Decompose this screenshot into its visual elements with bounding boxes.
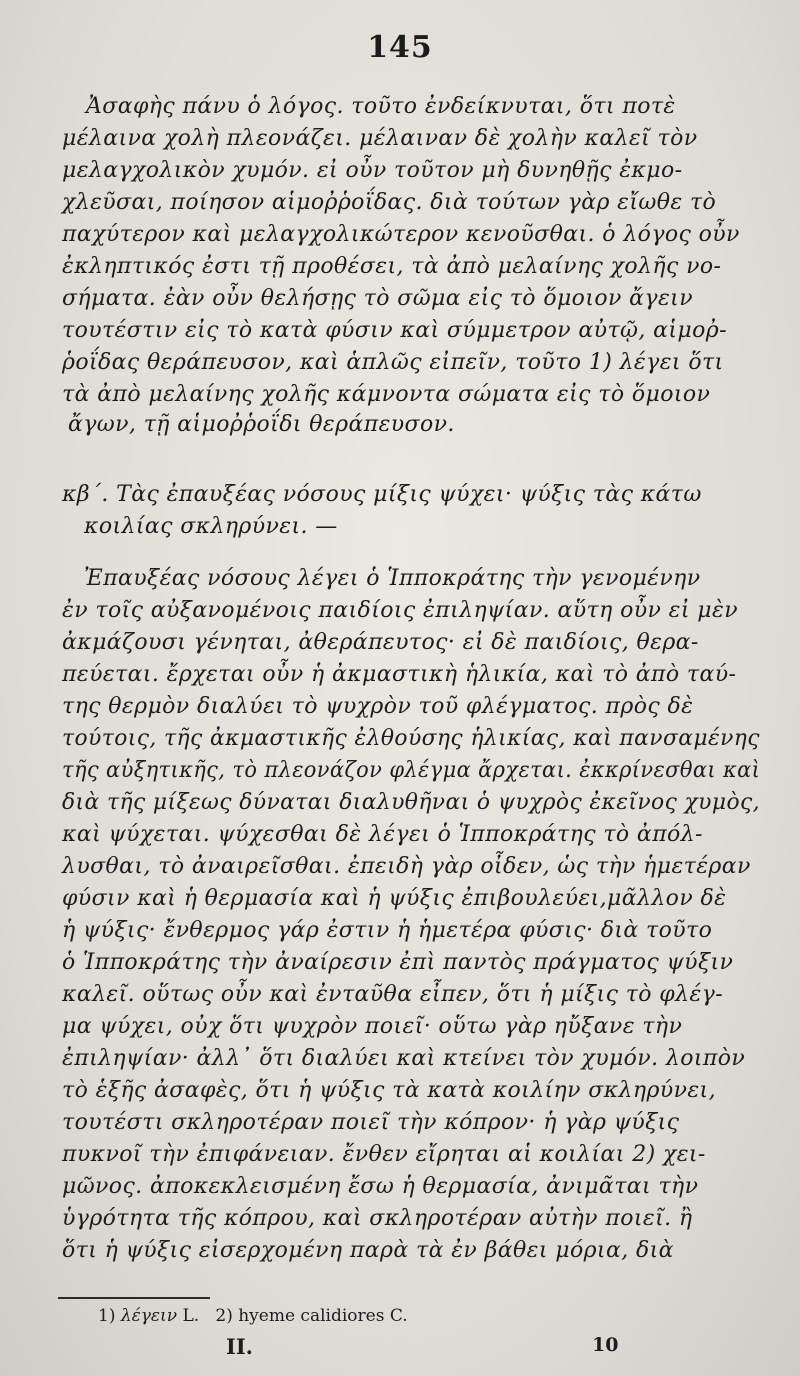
text-line: ῥοΐδας θεράπευσον, καὶ ἁπλῶς εἰπεῖν, τοῦτο 1) λέγει ὅτι	[62, 350, 724, 375]
text-line: πεύεται. ἔρχεται οὖν ἡ ἀκμαστικὴ ἡλικία, καὶ τὸ ἀπὸ ταύ-	[62, 662, 737, 687]
text-line: μα ψύχει, οὐχ ὅτι ψυχρὸν ποιεῖ· οὕτω γὰρ ηὔξανε τὴν	[62, 1014, 683, 1039]
text-line: τῆς αὐξητικῆς, τὸ πλεονάζον φλέγμα ἄρχεται. ἐκκρίνεσθαι καὶ	[62, 758, 761, 783]
text-line: Ἐπαυξέας νόσους λέγει ὁ Ἱπποκράτης τὴν γενομένην	[84, 566, 701, 591]
footnote-2-text: hyeme calidiores	[238, 1306, 385, 1326]
text-line: της θερμὸν διαλύει τὸ ψυχρὸν τοῦ φλέγματος. πρὸς δὲ	[62, 694, 694, 719]
sheet-number: 10	[592, 1334, 619, 1356]
text-line: τὸ ἑξῆς ἀσαφὲς, ὅτι ἡ ψύξις τὰ κατὰ κοιλίην σκληρύνει,	[62, 1078, 716, 1103]
footnote-1-marker: 1)	[98, 1306, 116, 1326]
text-line: ἐν τοῖς αὐξανομένοις παιδίοις ἐπιληψίαν. αὕτη οὖν εἰ μὲν	[62, 598, 738, 623]
text-line: ἐκληπτικός ἐστι τῇ προθέσει, τὰ ἀπὸ μελαίνης χολῆς νο-	[62, 254, 722, 279]
page-number: 145	[367, 30, 433, 65]
text-line: διὰ τῆς μίξεως δύναται διαλυθῆναι ὁ ψυχρὸς ἐκεῖνος χυμὸς,	[62, 790, 760, 815]
text-line: τὰ ἀπὸ μελαίνης χολῆς κάμνοντα σώματα εἰς τὸ ὅμοιον	[62, 382, 711, 407]
footnote-2-marker: 2)	[215, 1306, 233, 1326]
text-line: λυσθαι, τὸ ἀναιρεῖσθαι. ἐπειδὴ γὰρ οἶδεν, ὡς τὴν ἡμετέραν	[62, 854, 751, 879]
text-line: ὅτι ἡ ψύξις εἰσερχομένη παρὰ τὰ ἐν βάθει μόρια, διὰ	[62, 1238, 674, 1263]
text-line: ὁ Ἱπποκράτης τὴν ἀναίρεσιν ἐπὶ παντὸς πράγματος ψύξιν	[62, 950, 734, 975]
text-line: καὶ ψύχεται. ψύχεσθαι δὲ λέγει ὁ Ἱπποκράτης τὸ ἀπόλ-	[62, 822, 703, 847]
text-line: ἐπιληψίαν· ἀλλ᾽ ὅτι διαλύει καὶ κτείνει τὸν χυμόν. λοιπὸν	[62, 1046, 746, 1071]
text-line: μέλαινα χολὴ πλεονάζει. μέλαιναν δὲ χολὴν καλεῖ τὸν	[62, 126, 698, 151]
footnote-rule	[58, 1297, 210, 1299]
text-line: ἡ ψύξις· ἔνθερμος γάρ ἐστιν ἡ ἡμετέρα φύσις· διὰ τοῦτο	[62, 918, 713, 943]
text-line: τουτέστιν εἰς τὸ κατὰ φύσιν καὶ σύμμετρον αὐτῷ, αἱμοῤ-	[62, 318, 727, 343]
text-line: ὑγρότητα τῆς κόπρου, καὶ σκληροτέραν αὐτὴν ποιεῖ. ἢ	[62, 1206, 693, 1231]
aphorism-line: κοιλίας σκληρύνει. —	[84, 514, 338, 539]
footnote-1-text: λέγειν	[120, 1306, 178, 1326]
footnote-2-siglum: C.	[389, 1306, 408, 1326]
text-line: ἄγων, τῇ αἱμοῤῥοΐδι θεράπευσον.	[68, 412, 455, 437]
text-line: μελαγχολικὸν χυμόν. εἰ οὖν τοῦτον μὴ δυνηθῇς ἐκμο-	[62, 158, 683, 183]
text-line: σήματα. ἐὰν οὖν θελήσῃς τὸ σῶμα εἰς τὸ ὅμοιον ἄγειν	[62, 286, 693, 311]
signature-mark: II.	[226, 1334, 253, 1359]
text-line: Ἀσαφὴς πάνυ ὁ λόγος. τοῦτο ἐνδείκνυται, ὅτι ποτὲ	[86, 94, 676, 119]
text-line: πυκνοῖ τὴν ἐπιφάνειαν. ἔνθεν εἴρηται αἱ κοιλίαι 2) χει-	[62, 1142, 706, 1167]
text-line: ἀκμάζουσι γένηται, ἀθεράπευτος· εἰ δὲ παιδίοις, θερα-	[62, 630, 699, 655]
footnote-1-siglum: L.	[182, 1306, 200, 1326]
text-line: τουτέστι σκληροτέραν ποιεῖ τὴν κόπρον· ἡ γὰρ ψύξις	[62, 1110, 680, 1135]
text-line: τούτοις, τῆς ἀκμαστικῆς ἐλθούσης ἡλικίας, καὶ πανσαμένης	[62, 726, 760, 751]
text-line: χλεῦσαι, ποίησον αἱμοῤῥοΐδας. διὰ τούτων γὰρ εἴωθε τὸ	[62, 190, 717, 215]
text-line: παχύτερον καὶ μελαγχολικώτερον κενοῦσθαι. ὁ λόγος οὖν	[62, 222, 740, 247]
text-line: καλεῖ. οὕτως οὖν καὶ ἐνταῦθα εἶπεν, ὅτι ἡ μίξις τὸ φλέγ-	[62, 982, 724, 1007]
aphorism-line: κβ΄. Τὰς ἐπαυξέας νόσους μίξις ψύχει· ψύξις τὰς κάτω	[62, 482, 702, 507]
footnotes	[98, 1306, 408, 1326]
text-line: μῶνος. ἀποκεκλεισμένη ἔσω ἡ θερμασία, ἀνιμᾶται τὴν	[62, 1174, 699, 1199]
text-line: φύσιν καὶ ἡ θερμασία καὶ ἡ ψύξις ἐπιβουλεύει,μᾶλλον δὲ	[62, 886, 727, 911]
